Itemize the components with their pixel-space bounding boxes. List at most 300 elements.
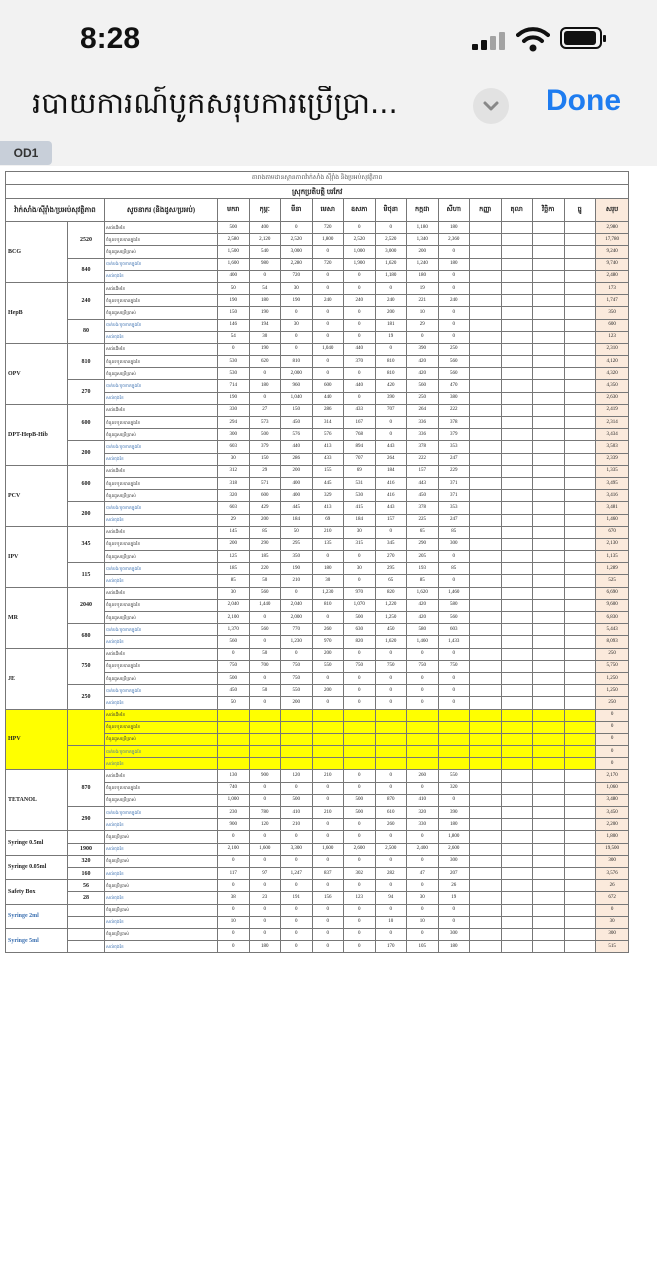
value-cell[interactable] (501, 843, 533, 855)
row-label[interactable]: សល់ដើមខែ (105, 343, 218, 355)
value-cell[interactable]: 810 (312, 599, 344, 611)
value-cell[interactable]: 170 (375, 941, 407, 953)
value-cell[interactable]: 379 (438, 429, 470, 441)
value-cell[interactable] (533, 867, 565, 879)
value-cell[interactable] (564, 343, 596, 355)
value-cell[interactable] (470, 636, 502, 648)
value-cell[interactable] (564, 392, 596, 404)
row-label[interactable]: ចំនួនទទួលបានក្នុងខែ (105, 721, 218, 733)
row-label[interactable]: ចំនួនដូសប្រើប្រាស់ (105, 612, 218, 624)
value-cell[interactable]: 0 (312, 928, 344, 940)
value-cell[interactable] (533, 392, 565, 404)
value-cell[interactable] (564, 538, 596, 550)
row-label[interactable]: ចំនួនដូសប្រើប្រាស់ (105, 246, 218, 258)
value-cell[interactable]: 190 (218, 295, 250, 307)
value-cell[interactable]: 0 (407, 685, 439, 697)
row-label[interactable]: ចំនួនទទួលបានក្នុងខែ (105, 295, 218, 307)
value-cell[interactable]: 294 (218, 417, 250, 429)
value-cell[interactable]: 1,180 (375, 270, 407, 282)
value-cell[interactable]: 714 (218, 380, 250, 392)
value-cell[interactable] (533, 880, 565, 892)
value-cell[interactable]: 1,600 (312, 843, 344, 855)
value-cell[interactable]: 0 (249, 368, 281, 380)
value-cell[interactable]: 10 (407, 307, 439, 319)
row-label[interactable]: បាត់បង់/ខូចខាតក្នុងខែ (105, 380, 218, 392)
value-cell[interactable] (501, 551, 533, 563)
value-cell[interactable] (470, 941, 502, 953)
value-cell[interactable]: 560 (407, 380, 439, 392)
value-cell[interactable] (470, 465, 502, 477)
value-cell[interactable]: 69 (312, 514, 344, 526)
value-cell[interactable]: 185 (249, 551, 281, 563)
value-cell[interactable]: 837 (312, 867, 344, 879)
value-cell[interactable]: 0 (375, 526, 407, 538)
value-cell[interactable]: 0 (407, 697, 439, 709)
value-cell[interactable]: 0 (249, 697, 281, 709)
value-cell[interactable]: 530 (218, 356, 250, 368)
value-cell[interactable] (533, 246, 565, 258)
value-cell[interactable] (218, 733, 250, 745)
value-cell[interactable]: 150 (281, 404, 313, 416)
value-cell[interactable] (564, 575, 596, 587)
value-cell[interactable]: 0 (344, 575, 376, 587)
value-cell[interactable]: 315 (344, 538, 376, 550)
value-cell[interactable]: 120 (281, 770, 313, 782)
row-label[interactable]: ចំនួនដូសប្រើប្រាស់ (105, 794, 218, 806)
value-cell[interactable]: 184 (344, 514, 376, 526)
value-cell[interactable] (470, 746, 502, 758)
value-cell[interactable] (249, 758, 281, 770)
value-cell[interactable] (564, 794, 596, 806)
value-cell[interactable]: 30 (312, 575, 344, 587)
value-cell[interactable] (501, 794, 533, 806)
value-cell[interactable] (533, 807, 565, 819)
value-cell[interactable]: 380 (438, 392, 470, 404)
dose-count[interactable]: 600 (68, 465, 105, 502)
value-cell[interactable]: 0 (218, 855, 250, 867)
value-cell[interactable] (501, 636, 533, 648)
value-cell[interactable] (470, 855, 502, 867)
value-cell[interactable]: 0 (344, 270, 376, 282)
value-cell[interactable]: 0 (344, 672, 376, 684)
dose-count[interactable]: 200 (68, 502, 105, 526)
value-cell[interactable]: 0 (375, 429, 407, 441)
value-cell[interactable]: 0 (344, 928, 376, 940)
value-cell[interactable]: 720 (312, 222, 344, 234)
value-cell[interactable]: 573 (249, 417, 281, 429)
value-cell[interactable] (470, 709, 502, 721)
value-cell[interactable] (438, 758, 470, 770)
supply-name[interactable]: Safety Box (6, 880, 68, 904)
value-cell[interactable] (564, 453, 596, 465)
value-cell[interactable]: 155 (312, 465, 344, 477)
value-cell[interactable]: 1,240 (407, 258, 439, 270)
value-cell[interactable] (281, 721, 313, 733)
total-cell[interactable]: 3,416 (596, 490, 629, 502)
total-cell[interactable]: 1,800 (596, 831, 629, 843)
value-cell[interactable]: 450 (281, 417, 313, 429)
value-cell[interactable]: 0 (344, 307, 376, 319)
value-cell[interactable]: 190 (249, 343, 281, 355)
value-cell[interactable] (249, 721, 281, 733)
value-cell[interactable]: 247 (438, 453, 470, 465)
row-label[interactable]: បាត់បង់/ខូចខាតក្នុងខែ (105, 441, 218, 453)
value-cell[interactable]: 0 (375, 672, 407, 684)
value-cell[interactable]: 500 (218, 672, 250, 684)
value-cell[interactable] (533, 855, 565, 867)
value-cell[interactable]: 379 (249, 441, 281, 453)
value-cell[interactable]: 3,300 (281, 843, 313, 855)
value-cell[interactable] (501, 270, 533, 282)
value-cell[interactable]: 105 (407, 941, 439, 953)
value-cell[interactable]: 180 (407, 270, 439, 282)
value-cell[interactable]: 0 (344, 782, 376, 794)
value-cell[interactable]: 0 (438, 648, 470, 660)
value-cell[interactable] (407, 709, 439, 721)
row-label[interactable]: ចំនួនទទួលបានក្នុងខែ (105, 599, 218, 611)
value-cell[interactable] (533, 636, 565, 648)
value-cell[interactable]: 295 (375, 563, 407, 575)
value-cell[interactable]: 530 (344, 490, 376, 502)
total-cell[interactable]: 30 (596, 916, 629, 928)
vaccine-name[interactable]: TETANOL (6, 770, 68, 831)
value-cell[interactable] (501, 368, 533, 380)
value-cell[interactable] (470, 587, 502, 599)
value-cell[interactable] (470, 916, 502, 928)
value-cell[interactable]: 500 (249, 429, 281, 441)
value-cell[interactable]: 0 (312, 331, 344, 343)
value-cell[interactable] (470, 526, 502, 538)
value-cell[interactable]: 630 (344, 624, 376, 636)
value-cell[interactable] (501, 685, 533, 697)
value-cell[interactable]: 560 (438, 368, 470, 380)
value-cell[interactable]: 0 (438, 551, 470, 563)
total-cell[interactable]: 525 (596, 575, 629, 587)
value-cell[interactable] (533, 648, 565, 660)
value-cell[interactable]: 400 (281, 477, 313, 489)
value-cell[interactable]: 190 (281, 295, 313, 307)
value-cell[interactable]: 1,600 (218, 258, 250, 270)
value-cell[interactable]: 750 (438, 660, 470, 672)
value-cell[interactable]: 180 (249, 380, 281, 392)
row-label[interactable]: សល់ចុងខែ (105, 636, 218, 648)
value-cell[interactable] (470, 282, 502, 294)
value-cell[interactable]: 125 (218, 551, 250, 563)
value-cell[interactable]: 0 (249, 392, 281, 404)
value-cell[interactable]: 0 (375, 685, 407, 697)
dose-count[interactable] (68, 831, 105, 843)
row-label[interactable]: បាត់បង់/ខូចខាតក្នុងខែ (105, 807, 218, 819)
value-cell[interactable] (470, 368, 502, 380)
value-cell[interactable]: 2,520 (344, 234, 376, 246)
total-cell[interactable]: 2,630 (596, 392, 629, 404)
value-cell[interactable] (564, 697, 596, 709)
value-cell[interactable]: 0 (407, 648, 439, 660)
value-cell[interactable]: 200 (312, 685, 344, 697)
value-cell[interactable]: 180 (312, 563, 344, 575)
value-cell[interactable]: 50 (249, 575, 281, 587)
value-cell[interactable]: 0 (438, 916, 470, 928)
value-cell[interactable] (501, 612, 533, 624)
value-cell[interactable] (501, 575, 533, 587)
value-cell[interactable]: 50 (218, 697, 250, 709)
value-cell[interactable]: 190 (281, 563, 313, 575)
row-label[interactable]: សល់ដើមខែ (105, 587, 218, 599)
value-cell[interactable]: 0 (344, 685, 376, 697)
value-cell[interactable]: 0 (344, 368, 376, 380)
value-cell[interactable]: 571 (249, 477, 281, 489)
value-cell[interactable] (564, 660, 596, 672)
total-cell[interactable]: 1,250 (596, 685, 629, 697)
value-cell[interactable] (564, 831, 596, 843)
value-cell[interactable] (533, 721, 565, 733)
value-cell[interactable] (533, 307, 565, 319)
value-cell[interactable] (501, 746, 533, 758)
value-cell[interactable] (564, 819, 596, 831)
value-cell[interactable]: 19 (375, 331, 407, 343)
value-cell[interactable]: 50 (281, 526, 313, 538)
value-cell[interactable] (564, 782, 596, 794)
value-cell[interactable] (564, 502, 596, 514)
header-month[interactable]: ធ្នូ (564, 199, 596, 222)
value-cell[interactable] (533, 575, 565, 587)
total-cell[interactable]: 8,093 (596, 636, 629, 648)
total-cell[interactable]: 9,600 (596, 599, 629, 611)
header-month[interactable]: មិថុនា (375, 199, 407, 222)
value-cell[interactable] (470, 222, 502, 234)
row-label[interactable]: ចំនួនប្រើប្រាស់ (105, 831, 218, 843)
value-cell[interactable]: 580 (407, 624, 439, 636)
total-cell[interactable]: 300 (596, 855, 629, 867)
value-cell[interactable]: 500 (344, 794, 376, 806)
value-cell[interactable] (501, 599, 533, 611)
value-cell[interactable] (470, 794, 502, 806)
value-cell[interactable] (533, 234, 565, 246)
row-label[interactable]: សល់ដើមខែ (105, 282, 218, 294)
value-cell[interactable]: 420 (407, 356, 439, 368)
value-cell[interactable]: 0 (249, 831, 281, 843)
value-cell[interactable] (501, 234, 533, 246)
value-cell[interactable] (564, 404, 596, 416)
value-cell[interactable] (533, 319, 565, 331)
value-cell[interactable]: 210 (312, 526, 344, 538)
value-cell[interactable] (249, 709, 281, 721)
total-cell[interactable]: 1,747 (596, 295, 629, 307)
value-cell[interactable]: 810 (375, 368, 407, 380)
value-cell[interactable] (344, 733, 376, 745)
value-cell[interactable] (533, 697, 565, 709)
value-cell[interactable] (533, 660, 565, 672)
value-cell[interactable] (564, 636, 596, 648)
row-label[interactable]: បាត់បង់/ខូចខាតក្នុងខែ (105, 746, 218, 758)
value-cell[interactable]: 576 (281, 429, 313, 441)
value-cell[interactable] (312, 758, 344, 770)
value-cell[interactable]: 0 (281, 222, 313, 234)
value-cell[interactable]: 130 (218, 770, 250, 782)
value-cell[interactable]: 443 (375, 441, 407, 453)
value-cell[interactable] (470, 575, 502, 587)
value-cell[interactable] (470, 612, 502, 624)
value-cell[interactable] (470, 831, 502, 843)
value-cell[interactable]: 1,230 (281, 636, 313, 648)
value-cell[interactable] (501, 417, 533, 429)
value-cell[interactable] (281, 733, 313, 745)
header-month[interactable]: មីនា (281, 199, 313, 222)
vaccine-name[interactable]: DPT-HepB-Hib (6, 404, 68, 465)
value-cell[interactable]: 240 (344, 295, 376, 307)
dose-count[interactable]: 600 (68, 404, 105, 441)
value-cell[interactable] (470, 429, 502, 441)
value-cell[interactable]: 318 (218, 477, 250, 489)
value-cell[interactable]: 353 (438, 502, 470, 514)
value-cell[interactable] (501, 307, 533, 319)
value-cell[interactable]: 576 (312, 429, 344, 441)
value-cell[interactable]: 0 (312, 551, 344, 563)
value-cell[interactable] (470, 782, 502, 794)
value-cell[interactable]: 330 (407, 819, 439, 831)
value-cell[interactable] (281, 709, 313, 721)
row-label[interactable]: សល់ដើមខែ (105, 709, 218, 721)
value-cell[interactable]: 200 (281, 465, 313, 477)
total-cell[interactable]: 2,200 (596, 819, 629, 831)
value-cell[interactable]: 0 (281, 855, 313, 867)
value-cell[interactable]: 200 (249, 514, 281, 526)
value-cell[interactable]: 120 (249, 819, 281, 831)
row-label[interactable]: បាត់បង់/ខូចខាតក្នុងខែ (105, 563, 218, 575)
value-cell[interactable]: 247 (438, 514, 470, 526)
value-cell[interactable]: 0 (312, 307, 344, 319)
value-cell[interactable]: 420 (375, 380, 407, 392)
row-label[interactable]: ចំនួនទទួលបានក្នុងខែ (105, 477, 218, 489)
dose-count[interactable] (68, 904, 105, 916)
value-cell[interactable] (470, 624, 502, 636)
value-cell[interactable]: 300 (438, 855, 470, 867)
value-cell[interactable]: 135 (312, 538, 344, 550)
value-cell[interactable] (470, 514, 502, 526)
value-cell[interactable] (533, 258, 565, 270)
value-cell[interactable]: 0 (249, 916, 281, 928)
value-cell[interactable]: 353 (438, 441, 470, 453)
value-cell[interactable] (470, 563, 502, 575)
value-cell[interactable] (470, 697, 502, 709)
total-cell[interactable]: 3,434 (596, 429, 629, 441)
value-cell[interactable]: 2,600 (438, 843, 470, 855)
done-button[interactable]: Done (546, 84, 621, 117)
value-cell[interactable] (533, 916, 565, 928)
value-cell[interactable]: 2,120 (249, 234, 281, 246)
value-cell[interactable]: 190 (249, 307, 281, 319)
value-cell[interactable]: 440 (344, 343, 376, 355)
value-cell[interactable]: 54 (218, 331, 250, 343)
value-cell[interactable] (501, 441, 533, 453)
value-cell[interactable]: 750 (407, 660, 439, 672)
value-cell[interactable]: 440 (312, 392, 344, 404)
value-cell[interactable]: 810 (281, 356, 313, 368)
value-cell[interactable]: 85 (407, 575, 439, 587)
value-cell[interactable] (501, 453, 533, 465)
value-cell[interactable]: 30 (344, 526, 376, 538)
value-cell[interactable] (470, 648, 502, 660)
value-cell[interactable] (501, 697, 533, 709)
value-cell[interactable] (470, 417, 502, 429)
value-cell[interactable]: 550 (281, 685, 313, 697)
value-cell[interactable]: 0 (344, 770, 376, 782)
value-cell[interactable]: 210 (312, 770, 344, 782)
value-cell[interactable]: 970 (344, 587, 376, 599)
value-cell[interactable] (533, 794, 565, 806)
value-cell[interactable] (533, 599, 565, 611)
vaccine-name[interactable]: IPV (6, 526, 68, 587)
value-cell[interactable]: 603 (218, 502, 250, 514)
value-cell[interactable]: 205 (407, 551, 439, 563)
value-cell[interactable]: 450 (407, 490, 439, 502)
value-cell[interactable] (344, 758, 376, 770)
value-cell[interactable] (533, 563, 565, 575)
value-cell[interactable]: 500 (218, 222, 250, 234)
value-cell[interactable]: 1,040 (281, 392, 313, 404)
value-cell[interactable]: 181 (375, 319, 407, 331)
value-cell[interactable]: 85 (249, 526, 281, 538)
value-cell[interactable]: 94 (375, 892, 407, 904)
value-cell[interactable]: 980 (249, 258, 281, 270)
value-cell[interactable]: 0 (249, 794, 281, 806)
value-cell[interactable] (501, 819, 533, 831)
value-cell[interactable]: 820 (375, 587, 407, 599)
value-cell[interactable] (564, 295, 596, 307)
value-cell[interactable] (533, 709, 565, 721)
value-cell[interactable] (501, 916, 533, 928)
value-cell[interactable] (218, 709, 250, 721)
value-cell[interactable]: 0 (438, 270, 470, 282)
total-cell[interactable]: 123 (596, 331, 629, 343)
value-cell[interactable] (407, 721, 439, 733)
value-cell[interactable] (470, 307, 502, 319)
value-cell[interactable]: 2,100 (218, 843, 250, 855)
value-cell[interactable]: 0 (249, 782, 281, 794)
value-cell[interactable]: 0 (438, 794, 470, 806)
total-cell[interactable]: 1,250 (596, 672, 629, 684)
value-cell[interactable]: 560 (438, 612, 470, 624)
value-cell[interactable] (470, 758, 502, 770)
value-cell[interactable] (501, 904, 533, 916)
value-cell[interactable] (564, 721, 596, 733)
value-cell[interactable] (533, 526, 565, 538)
value-cell[interactable]: 240 (312, 295, 344, 307)
value-cell[interactable]: 50 (249, 648, 281, 660)
supply-name[interactable]: Syringe 5ml (6, 928, 68, 952)
value-cell[interactable]: 603 (218, 441, 250, 453)
row-label[interactable]: សល់ចុងខែ (105, 892, 218, 904)
value-cell[interactable]: 47 (407, 867, 439, 879)
value-cell[interactable]: 19 (438, 892, 470, 904)
dose-count[interactable]: 320 (68, 855, 105, 867)
value-cell[interactable]: 0 (375, 880, 407, 892)
value-cell[interactable]: 0 (312, 356, 344, 368)
value-cell[interactable] (533, 843, 565, 855)
value-cell[interactable] (501, 867, 533, 879)
value-cell[interactable] (375, 733, 407, 745)
dose-count[interactable]: 750 (68, 648, 105, 685)
value-cell[interactable] (564, 490, 596, 502)
value-cell[interactable]: 312 (218, 465, 250, 477)
value-cell[interactable] (438, 746, 470, 758)
value-cell[interactable] (218, 746, 250, 758)
value-cell[interactable]: 0 (312, 270, 344, 282)
value-cell[interactable] (533, 453, 565, 465)
value-cell[interactable]: 194 (249, 319, 281, 331)
value-cell[interactable] (501, 770, 533, 782)
value-cell[interactable]: 10 (375, 916, 407, 928)
